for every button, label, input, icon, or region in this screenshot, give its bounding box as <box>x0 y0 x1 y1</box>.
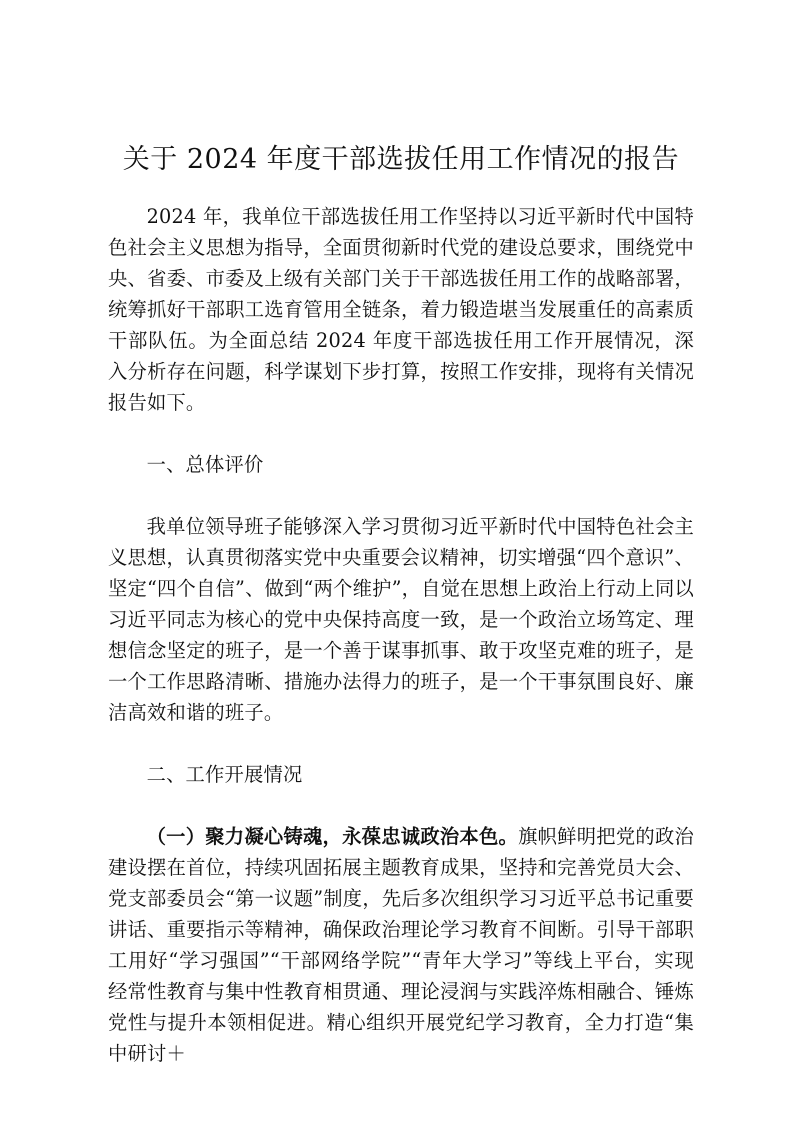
section-heading-work-progress: 二、工作开展情况 <box>146 763 303 786</box>
spacer <box>108 180 694 201</box>
subsection-body: 旗帜鲜明把党的政治建设摆在首位，持续巩固拓展主题教育成果，坚持和完善党员大会、党支部委员会“第一议题”制度，先后多次组织学习习近平总书记重要讲话、重要指示等精神，确保政治理论学习教育不间断。引导干部职工用好“学习强国”“干部网络学院”“青年大学习”等线上平台，实现经常性教育与集中性教育相贯通、理论浸润与实践淬炼相融合、锤炼党性与提升本领相促进。精心组织开展党纪学习教育，全力打造“集中研讨＋ <box>108 825 694 1065</box>
subsection-lead: （一）聚力凝心铸魂，永葆忠诚政治本色。 <box>146 825 519 848</box>
intro-paragraph: 2024 年，我单位干部选拔任用工作坚持以习近平新时代中国特色社会主义思想为指导，全面贯彻新时代党的建设总要求，围绕党中央、省委、市委及上级有关部门关于干部选拔任用工作的战略部署，统筹抓好干部职工选育管用全链条，着力锻造堪当发展重任的高素质干部队伍。为全面总结 2024 年度干部选拔任用工作开展情况，深入分析存在问题，科学谋划下步打算，按照工作安排，现将有关情况报告如下。 <box>108 205 694 414</box>
spacer <box>108 790 694 821</box>
spacer <box>108 728 694 759</box>
section-heading-overall-evaluation: 一、总体评价 <box>146 453 264 476</box>
document-title: 关于 2024 年度干部选拔任用工作情况的报告 <box>122 144 680 175</box>
work-progress-paragraph-1 <box>108 821 694 1069</box>
spacer <box>108 480 694 511</box>
overall-evaluation-paragraph: 我单位领导班子能够深入学习贯彻习近平新时代中国特色社会主义思想，认真贯彻落实党中央重要会议精神，切实增强“四个意识”、坚定“四个自信”、做到“两个维护”，自觉在思想上政治上行动上同以习近平同志为核心的党中央保持高度一致，是一个政治立场笃定、理想信念坚定的班子，是一个善于谋事抓事、敢于攻坚克难的班子，是一个工作思路清晰、措施办法得力的班子，是一个干事氛围良好、廉洁高效和谐的班子。 <box>108 515 694 724</box>
document-body <box>108 140 694 1069</box>
spacer <box>108 418 694 449</box>
